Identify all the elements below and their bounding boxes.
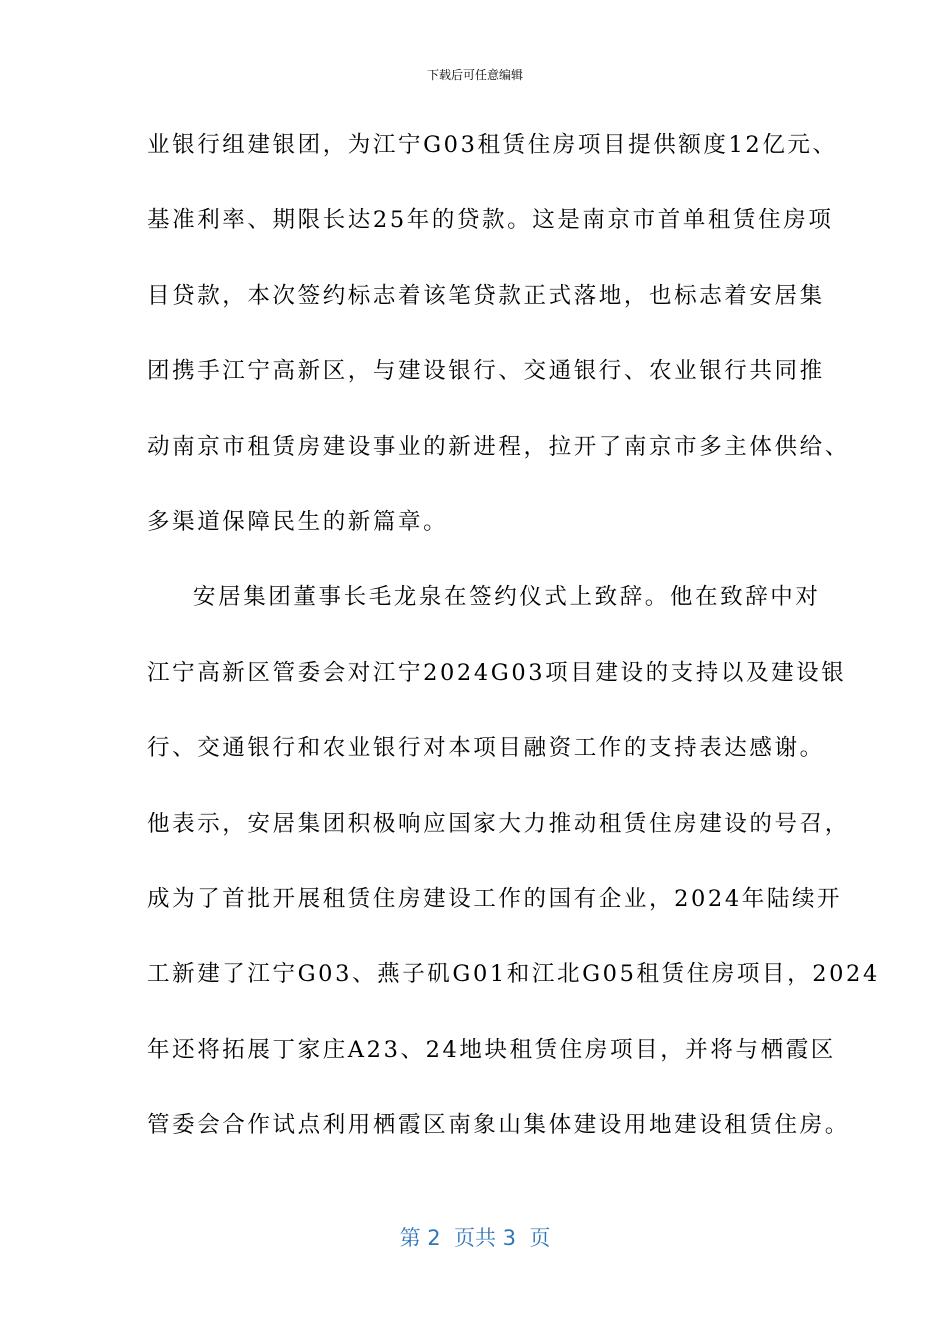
text-line: 动南京市租赁房建设事业的新进程，拉开了南京市多主体供给、	[147, 433, 850, 460]
text-line: 多渠道保障民生的新篇章。	[147, 508, 449, 535]
page-number-footer: 第 2 页共 3 页	[399, 1226, 551, 1250]
text-line: 年还将拓展丁家庄A23、24地块租赁住房项目，并将与栖霞区	[147, 1036, 836, 1063]
text-line: 安居集团董事长毛龙泉在签约仪式上致辞。他在致辞中对	[193, 584, 821, 611]
text-line: 工新建了江宁G03、燕子矶G01和江北G05租赁住房项目，2024	[147, 961, 880, 988]
text-line: 管委会合作试点利用栖霞区南象山集体建设用地建设租赁住房。	[147, 1112, 850, 1139]
text-line: 基准利率、期限长达25年的贷款。这是南京市首单租赁住房项	[147, 207, 834, 234]
page-header: 下载后可任意编辑	[426, 68, 523, 82]
text-line: 行、交通银行和农业银行对本项目融资工作的支持表达感谢。	[147, 735, 825, 762]
text-line: 他表示，安居集团积极响应国家大力推动租赁住房建设的号召，	[147, 810, 850, 837]
paragraph-1	[147, 124, 850, 576]
text-line: 成为了首批开展租赁住房建设工作的国有企业，2024年陆续开	[147, 885, 843, 912]
paragraph-2	[147, 576, 880, 1179]
text-line: 团携手江宁高新区，与建设银行、交通银行、农业银行共同推	[147, 358, 825, 385]
text-line: 江宁高新区管委会对江宁2024G03项目建设的支持以及建设银	[147, 659, 847, 686]
text-line: 目贷款，本次签约标志着该笔贷款正式落地，也标志着安居集	[147, 282, 825, 309]
text-line: 业银行组建银团，为江宁G03租赁住房项目提供额度12亿元、	[147, 132, 838, 158]
document-body	[147, 124, 880, 1179]
